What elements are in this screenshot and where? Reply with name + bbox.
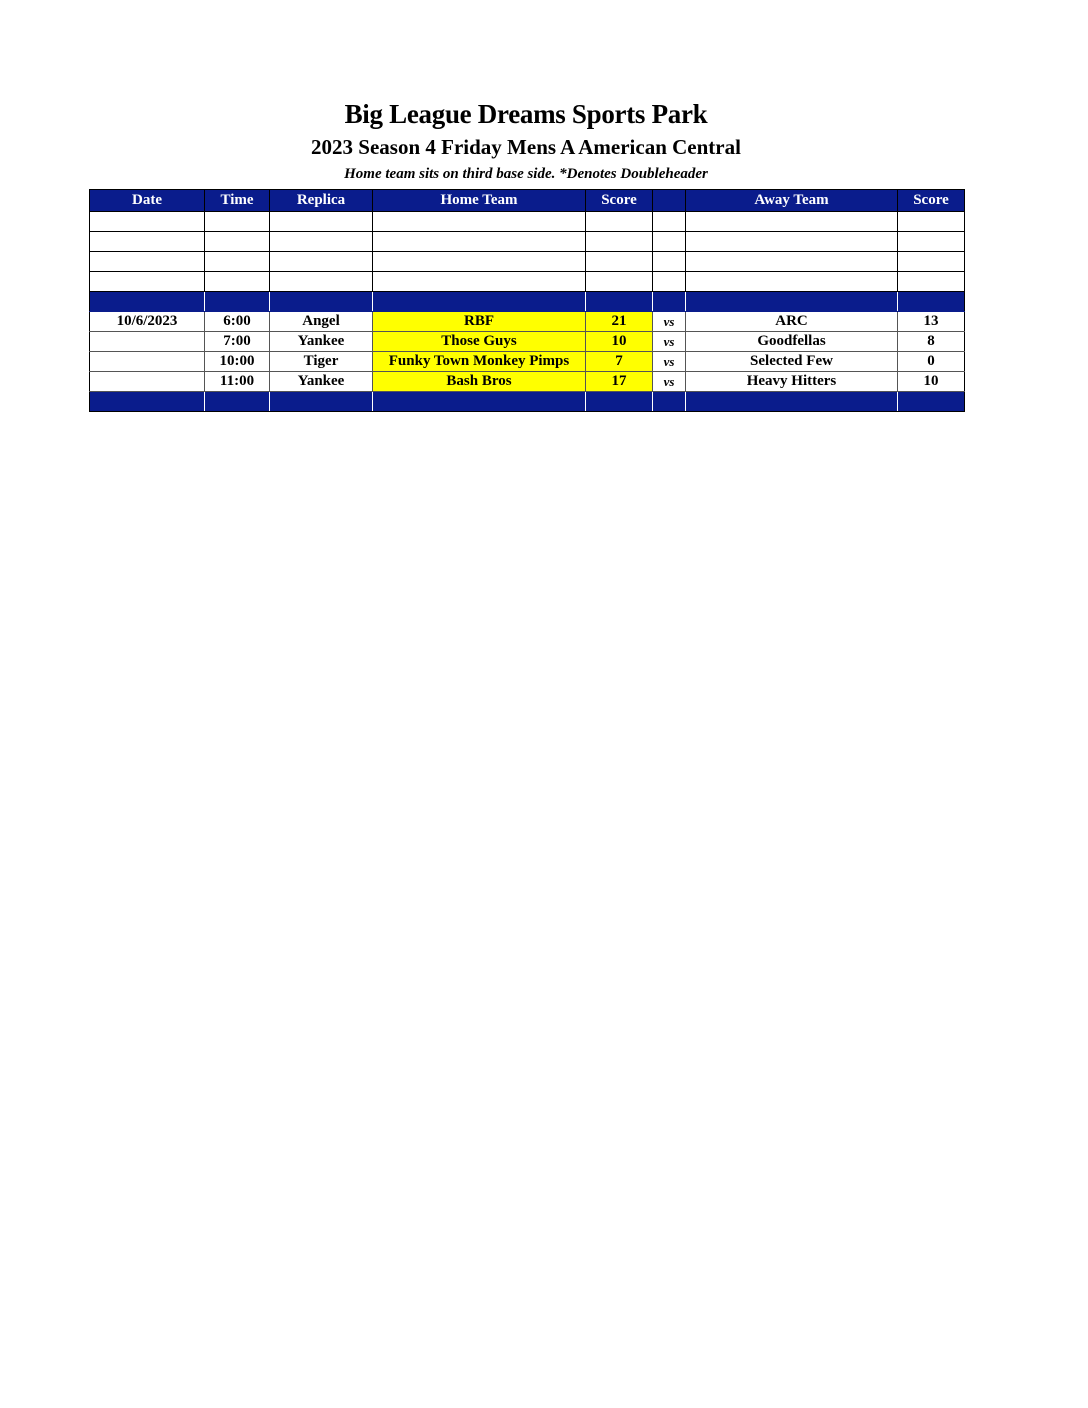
empty-row	[90, 232, 965, 252]
game-date	[90, 372, 205, 392]
schedule-note: Home team sits on third base side. *Denotes Doubleheader	[344, 166, 708, 182]
col-replica-header: Replica	[270, 190, 373, 212]
away-score: 8	[898, 332, 965, 352]
game-replica: Yankee	[270, 372, 373, 392]
away-team: Goodfellas	[686, 332, 898, 352]
home-team: RBF	[373, 312, 586, 332]
col-vs-header	[653, 190, 686, 212]
vs-label: vs	[653, 312, 686, 332]
game-date: 10/6/2023	[90, 312, 205, 332]
empty-row	[90, 212, 965, 232]
away-team: Selected Few	[686, 352, 898, 372]
empty-row	[90, 272, 965, 292]
game-replica: Tiger	[270, 352, 373, 372]
vs-label: vs	[653, 372, 686, 392]
home-team: Bash Bros	[373, 372, 586, 392]
home-score: 10	[586, 332, 653, 352]
home-score: 7	[586, 352, 653, 372]
col-home-team-header: Home Team	[373, 190, 586, 212]
col-home-score-header: Score	[586, 190, 653, 212]
away-team: ARC	[686, 312, 898, 332]
table-header-row	[90, 190, 965, 212]
page-title: Big League Dreams Sports Park	[344, 99, 708, 129]
vs-label: vs	[653, 332, 686, 352]
separator-row	[90, 292, 965, 312]
vs-label: vs	[653, 352, 686, 372]
game-time: 6:00	[205, 312, 270, 332]
schedule-table	[89, 189, 965, 412]
away-score: 0	[898, 352, 965, 372]
away-score: 10	[898, 372, 965, 392]
table-row	[90, 352, 965, 372]
page-subtitle: 2023 Season 4 Friday Mens A American Central	[311, 135, 741, 159]
game-replica: Angel	[270, 312, 373, 332]
home-team: Those Guys	[373, 332, 586, 352]
col-away-score-header: Score	[898, 190, 965, 212]
table-row	[90, 312, 965, 332]
home-score: 17	[586, 372, 653, 392]
game-date	[90, 352, 205, 372]
table-row	[90, 332, 965, 352]
col-away-team-header: Away Team	[686, 190, 898, 212]
home-score: 21	[586, 312, 653, 332]
away-score: 13	[898, 312, 965, 332]
game-date	[90, 332, 205, 352]
home-team: Funky Town Monkey Pimps	[373, 352, 586, 372]
game-time: 7:00	[205, 332, 270, 352]
table-row	[90, 372, 965, 392]
away-team: Heavy Hitters	[686, 372, 898, 392]
game-time: 11:00	[205, 372, 270, 392]
separator-row	[90, 392, 965, 412]
empty-row	[90, 252, 965, 272]
game-time: 10:00	[205, 352, 270, 372]
col-date-header: Date	[90, 190, 205, 212]
col-time-header: Time	[205, 190, 270, 212]
game-replica: Yankee	[270, 332, 373, 352]
